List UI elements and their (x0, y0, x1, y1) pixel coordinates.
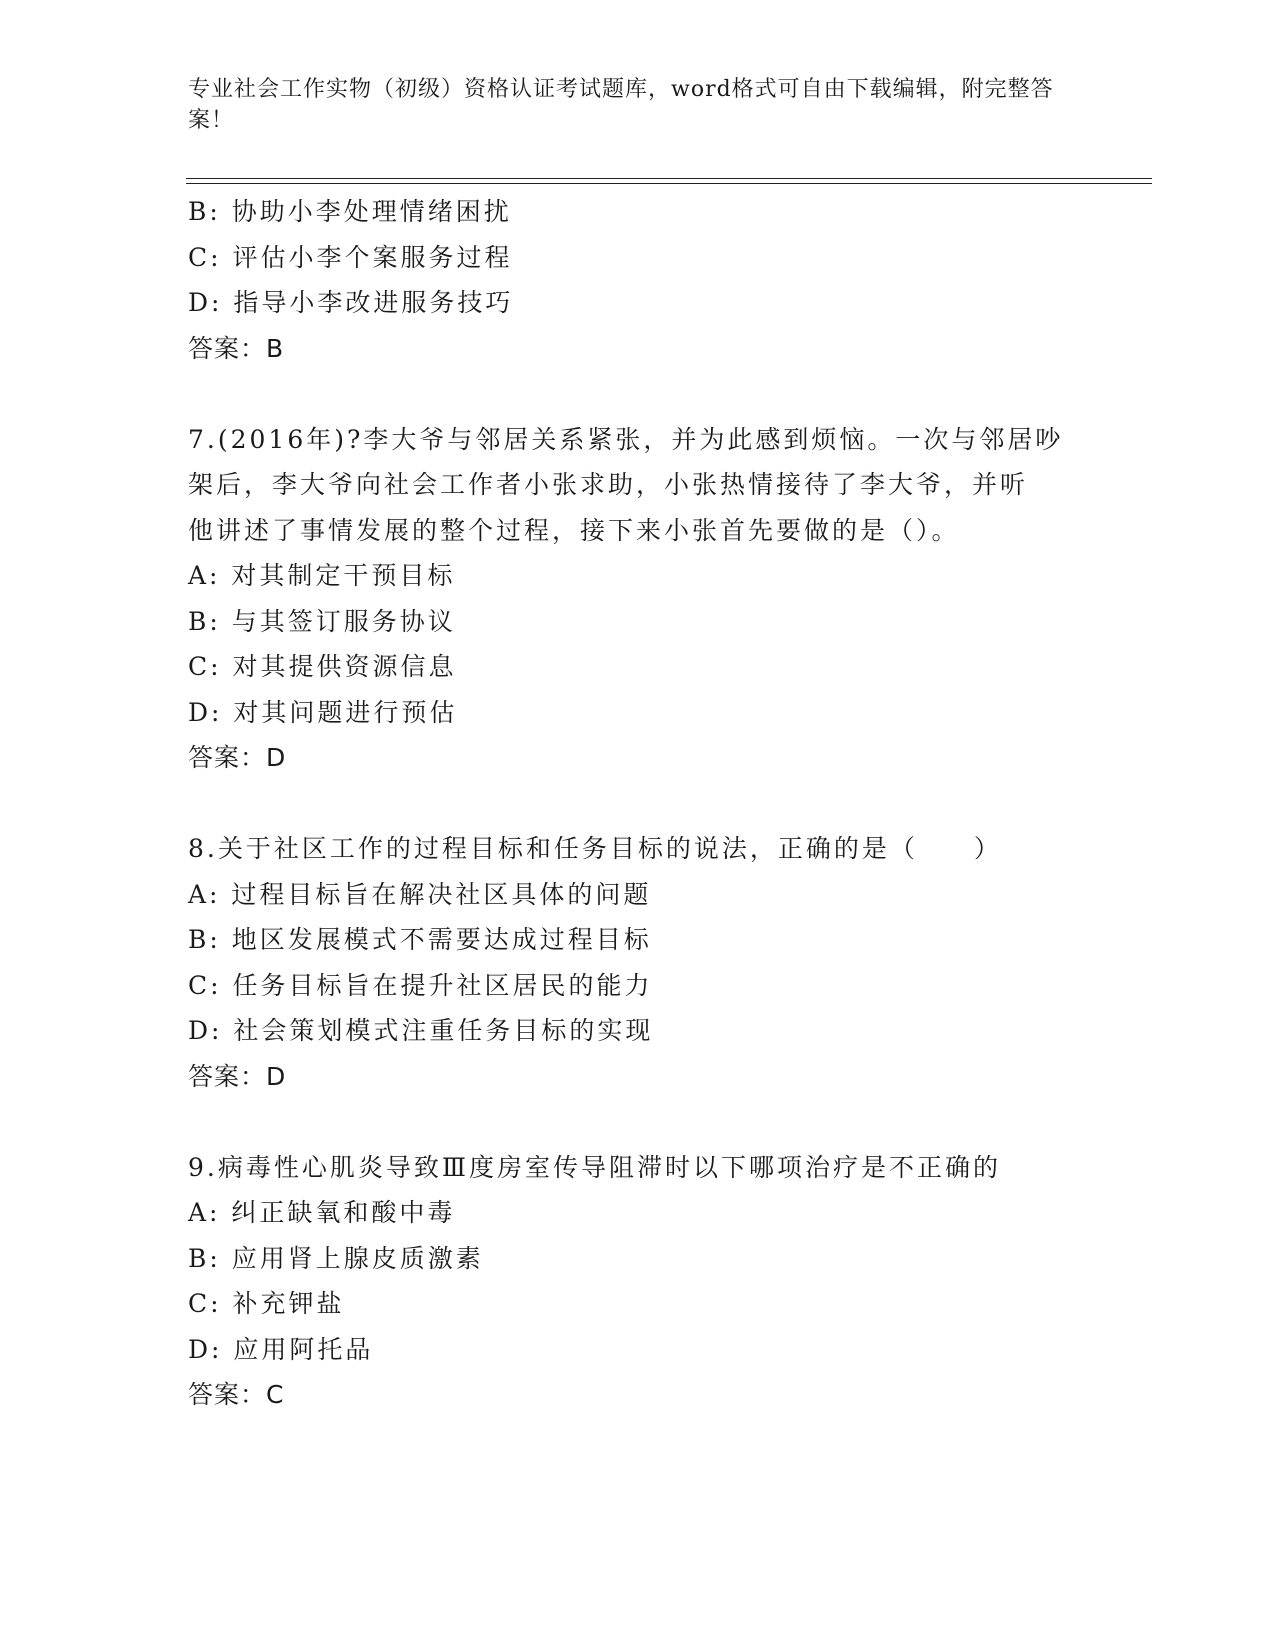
option-c: C: 补充钾盐 (188, 1289, 345, 1318)
option-a: A: 纠正缺氧和酸中毒 (188, 1198, 456, 1227)
question-8 (188, 826, 1088, 1099)
option-c: C: 评估小李个案服务过程 (188, 242, 513, 272)
option-c: C: 任务目标旨在提升社区居民的能力 (188, 970, 653, 1000)
question-text: 9.病毒性心肌炎导致Ⅲ度房室传导阻滞时以下哪项治疗是不正确的 (188, 1152, 1001, 1182)
question-9 (188, 1145, 1088, 1418)
question-text: 8.关于社区工作的过程目标和任务目标的说法，正确的是（ ） (188, 834, 1002, 863)
option-d: D: 社会策划模式注重任务目标的实现 (188, 1016, 654, 1045)
option-a: A: 对其制定干预目标 (188, 561, 456, 590)
option-c: C: 对其提供资源信息 (188, 652, 457, 681)
header-rule-top (186, 178, 1152, 179)
option-b: B: 应用肾上腺皮质激素 (188, 1243, 484, 1273)
page-header: 专业社会工作实物（初级）资格认证考试题库，word格式可自由下载编辑，附完整答案！ (188, 77, 1054, 133)
option-b: B: 地区发展模式不需要达成过程目标 (188, 925, 652, 954)
option-d: D: 应用阿托品 (188, 1334, 374, 1364)
answer-line: 答案：C (188, 1380, 285, 1409)
option-b: B: 与其签订服务协议 (188, 606, 456, 636)
answer-line: 答案：B (188, 333, 285, 363)
question-text: 他讲述了事情发展的整个过程，接下来小张首先要做的是（）。 (188, 515, 960, 545)
continued-question (188, 189, 1088, 371)
question-text: 7.(2016年)?李大爷与邻居关系紧张，并为此感到烦恼。一次与邻居吵 (188, 424, 1064, 454)
option-a: A: 过程目标旨在解决社区具体的问题 (188, 879, 652, 909)
answer-line: 答案：D (188, 1061, 287, 1091)
option-d: D: 指导小李改进服务技巧 (188, 288, 514, 317)
question-7 (188, 417, 1088, 781)
option-d: D: 对其问题进行预估 (188, 697, 458, 727)
question-text: 架后，李大爷向社会工作者小张求助，小张热情接待了李大爷，并听 (188, 470, 1029, 499)
option-b: B: 协助小李处理情绪困扰 (188, 197, 512, 226)
answer-line: 答案：D (188, 743, 287, 772)
document-body (188, 189, 1088, 1418)
header-rule-bottom (186, 183, 1152, 184)
